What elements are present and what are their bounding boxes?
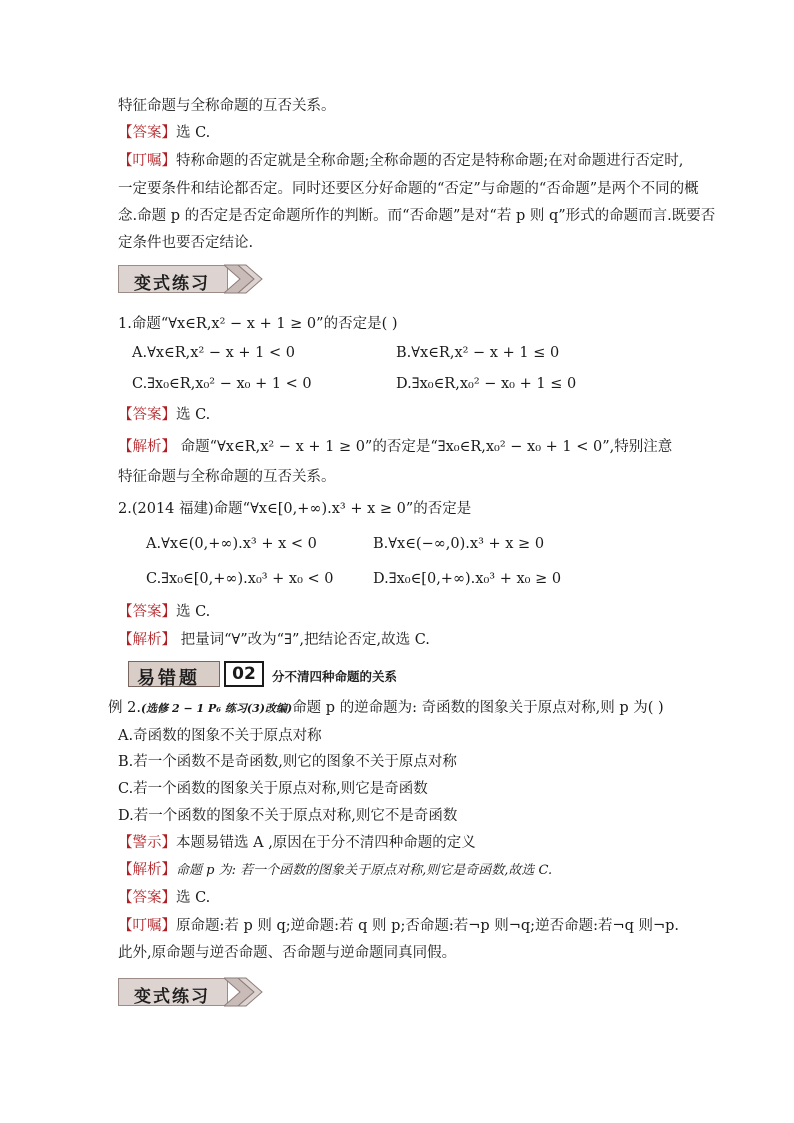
- example-2-option-b: B.若一个函数不是奇函数,则它的图象不关于原点对称: [118, 754, 457, 770]
- analysis-text: 把量词“∀”改为“∃”,把结论否定,故选 C.: [176, 632, 430, 648]
- analysis-text: 命题 p 为: 若一个函数的图象关于原点对称,则它是奇函数,故选 C.: [176, 863, 553, 878]
- example-2-analysis: [118, 860, 552, 881]
- remind-text: 特称命题的否定就是全称命题;全称命题的否定是特称命题;在对命题进行否定时,: [176, 153, 684, 169]
- error-prone-number: 02: [224, 661, 264, 687]
- answer-text: 选 C.: [176, 890, 211, 906]
- q1-option-a: A.∀x∈R,x² − x + 1 < 0: [132, 345, 295, 361]
- answer-tag: 【答案】: [118, 125, 176, 141]
- answer-tag: 【答案】: [118, 407, 176, 423]
- remind-line-1: [118, 151, 683, 171]
- answer-text: 选 C.: [176, 407, 211, 423]
- analysis-tag: 【解析】: [118, 439, 176, 455]
- example-source: (选修 2 − 1 P₆ 练习(3)改编): [140, 702, 293, 715]
- q2-option-b: B.∀x∈(−∞,0).x³ + x ≥ 0: [373, 536, 545, 552]
- q1-option-c: C.∃x₀∈R,x₀² − x₀ + 1 < 0: [132, 376, 312, 392]
- error-prone-label: 易错题: [137, 668, 200, 689]
- q2-answer: [118, 602, 210, 622]
- remind-line-4: 定条件也要否定结论.: [118, 235, 254, 251]
- analysis-text: 命题“∀x∈R,x² − x + 1 ≥ 0”的否定是“∃x₀∈R,x₀² − x₀ + 1 < 0”,特别注意: [176, 439, 673, 455]
- q2-option-d: D.∃x₀∈[0,+∞).x₀³ + x₀ ≥ 0: [373, 571, 562, 587]
- q2-analysis: [118, 630, 430, 650]
- q2-option-a: A.∀x∈(0,+∞).x³ + x < 0: [146, 536, 317, 552]
- q2-stem: 2.(2014 福建)命题“∀x∈[0,+∞).x³ + x ≥ 0”的否定是: [118, 501, 472, 517]
- example-2-remind-line-1: [118, 916, 679, 936]
- remind-tag: 【叮嘱】: [118, 918, 176, 934]
- q2-option-c: C.∃x₀∈[0,+∞).x₀³ + x₀ < 0: [146, 571, 334, 587]
- q1-option-d: D.∃x₀∈R,x₀² − x₀ + 1 ≤ 0: [396, 376, 577, 392]
- answer-text: 选 C.: [176, 125, 211, 141]
- answer-tag: 【答案】: [118, 890, 176, 906]
- warn-tag: 【警示】: [118, 835, 176, 851]
- q1-analysis-line-2: 特征命题与全称命题的互否关系。: [118, 469, 336, 485]
- intro-line: 特征命题与全称命题的互否关系。: [118, 98, 336, 114]
- answer-text: 选 C.: [176, 604, 211, 620]
- variant-practice-banner: [118, 975, 278, 1009]
- error-prone-header: [128, 661, 268, 689]
- analysis-tag: 【解析】: [118, 862, 176, 878]
- remind-text: 原命题:若 p 则 q;逆命题:若 q 则 p;否命题:若¬p 则¬q;逆否命题:若¬q 则¬p.: [176, 918, 680, 934]
- q1-option-b: B.∀x∈R,x² − x + 1 ≤ 0: [396, 345, 560, 361]
- example-2-option-c: C.若一个函数的图象关于原点对称,则它是奇函数: [118, 781, 428, 797]
- example-2-stem: [108, 698, 664, 719]
- example-stem-text: 命题 p 的逆命题为: 奇函数的图象关于原点对称,则 p 为( ): [292, 700, 664, 716]
- remind-line-3: 念.命题 p 的否定是否定命题所作的判断。而“否命题”是对“若 p 则 q”形式的命题而言.既要否: [118, 208, 716, 224]
- answer-tag: 【答案】: [118, 604, 176, 620]
- warn-text: 本题易错选 A ,原因在于分不清四种命题的定义: [176, 835, 476, 851]
- example-prefix: 例 2.: [108, 700, 141, 716]
- example-2-answer: [118, 888, 210, 908]
- variant-practice-banner: [118, 262, 278, 296]
- remind-tag: 【叮嘱】: [118, 153, 176, 169]
- example-2-option-a: A.奇函数的图象不关于原点对称: [118, 728, 322, 744]
- q1-answer: [118, 405, 210, 425]
- double-chevron-icon: [224, 262, 268, 296]
- banner-label: 变式练习: [134, 274, 210, 294]
- example-2-remind-line-2: 此外,原命题与逆否命题、否命题与逆命题同真同假。: [118, 945, 457, 961]
- error-prone-title: 分不清四种命题的关系: [272, 669, 398, 684]
- remind-line-2: 一定要条件和结论都否定。同时还要区分好命题的“否定”与命题的“否命题”是两个不同的概: [118, 181, 699, 197]
- banner-label: 变式练习: [134, 987, 210, 1007]
- example-2-warning: [118, 833, 476, 853]
- double-chevron-icon: [224, 975, 268, 1009]
- analysis-tag: 【解析】: [118, 632, 176, 648]
- answer-1: [118, 123, 210, 143]
- q1-stem: 1.命题“∀x∈R,x² − x + 1 ≥ 0”的否定是( ): [118, 316, 398, 332]
- example-2-option-d: D.若一个函数的图象不关于原点对称,则它不是奇函数: [118, 808, 458, 824]
- error-prone-label-box: [128, 661, 220, 687]
- q1-analysis-line-1: [118, 437, 672, 457]
